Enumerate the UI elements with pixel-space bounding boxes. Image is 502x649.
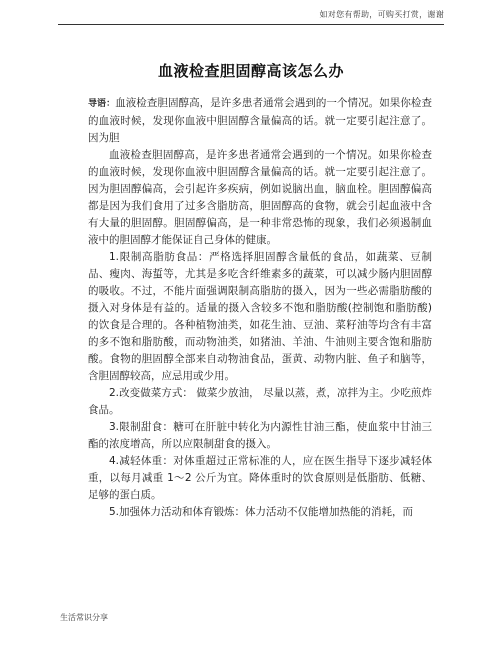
body-paragraph-intro: 血液检查胆固醇高，是许多患者通常会遇到的一个情况。如果你检查的血液时候，发现你血液中胆固醇含量偏高的话。就一定要引起注意了。因为胆固醇偏高，会引起许多疾病，例如说脑出血，脑血栓。胆固醇偏高都是因为我们食用了过多含脂肪高，胆固醇高的食物，就会引起血液中含有大量的胆固醇。胆固醇偏高，是一种非常恐怖的现象，我们必须遏制血液中的胆固醇才能保证自己身体的健康。 <box>88 149 432 246</box>
document-title: 血液检查胆固醇高该怎么办 <box>157 62 344 80</box>
body-paragraph-2: 2.改变做菜方式： 做菜少放油， 尽量以蒸，煮，凉拌为主。少吃煎炸食品。 <box>88 387 432 416</box>
body-paragraph-3: 3.限制甜食：糖可在肝脏中转化为内源性甘油三酯，使血浆中甘油三酯的浓度增高，所以应限制甜食的摄入。 <box>88 421 432 450</box>
guide-label: 导语： <box>88 99 116 109</box>
body-paragraph-5: 5.加强体力活动和体育锻炼：体力活动不仅能增加热能的消耗，而 <box>109 506 414 518</box>
document-body <box>88 95 432 521</box>
header-rule <box>58 24 444 25</box>
body-paragraph-1: 1.限制高脂肪食品：严格选择胆固醇含量低的食品，如蔬菜、豆制品、瘦肉、海蜇等，尤其是多吃含纤维素多的蔬菜，可以减少肠内胆固醇的吸收。不过，不能片面强调限制高脂肪的摄入，因为一些必需脂肪酸的摄入对身体是有益的。适量的摄入含较多不饱和脂肪酸(控制饱和脂肪酸)的饮食是合理的。各种植物油类，如花生油、豆油、菜籽油等均含有丰富的多不饱和脂肪酸，而动物油类，如猪油、羊油、牛油则主要含饱和脂肪酸。食物的胆固醇全部来自动物油食品，蛋黄、动物内脏、鱼子和脑等，含胆固醇较高，应忌用或少用。 <box>88 251 432 382</box>
guide-paragraph <box>88 95 432 147</box>
footer-note: 生活常识分享 <box>60 613 108 622</box>
header-note: 如对您有帮助，可购买打赏，谢谢 <box>319 10 444 19</box>
guide-text: 血液检查胆固醇高，是许多患者通常会遇到的一个情况。如果你检查的血液时候，发现你血液中胆固醇含量偏高的话。就一定要引起注意了。因为胆 <box>88 97 432 144</box>
body-paragraph-4: 4.减轻体重：对体重超过正常标准的人，应在医生指导下逐步减轻体重，以每月减重 1～2 公斤为宜。降体重时的饮食原则是低脂肪、低糖、足够的蛋白质。 <box>88 455 432 501</box>
